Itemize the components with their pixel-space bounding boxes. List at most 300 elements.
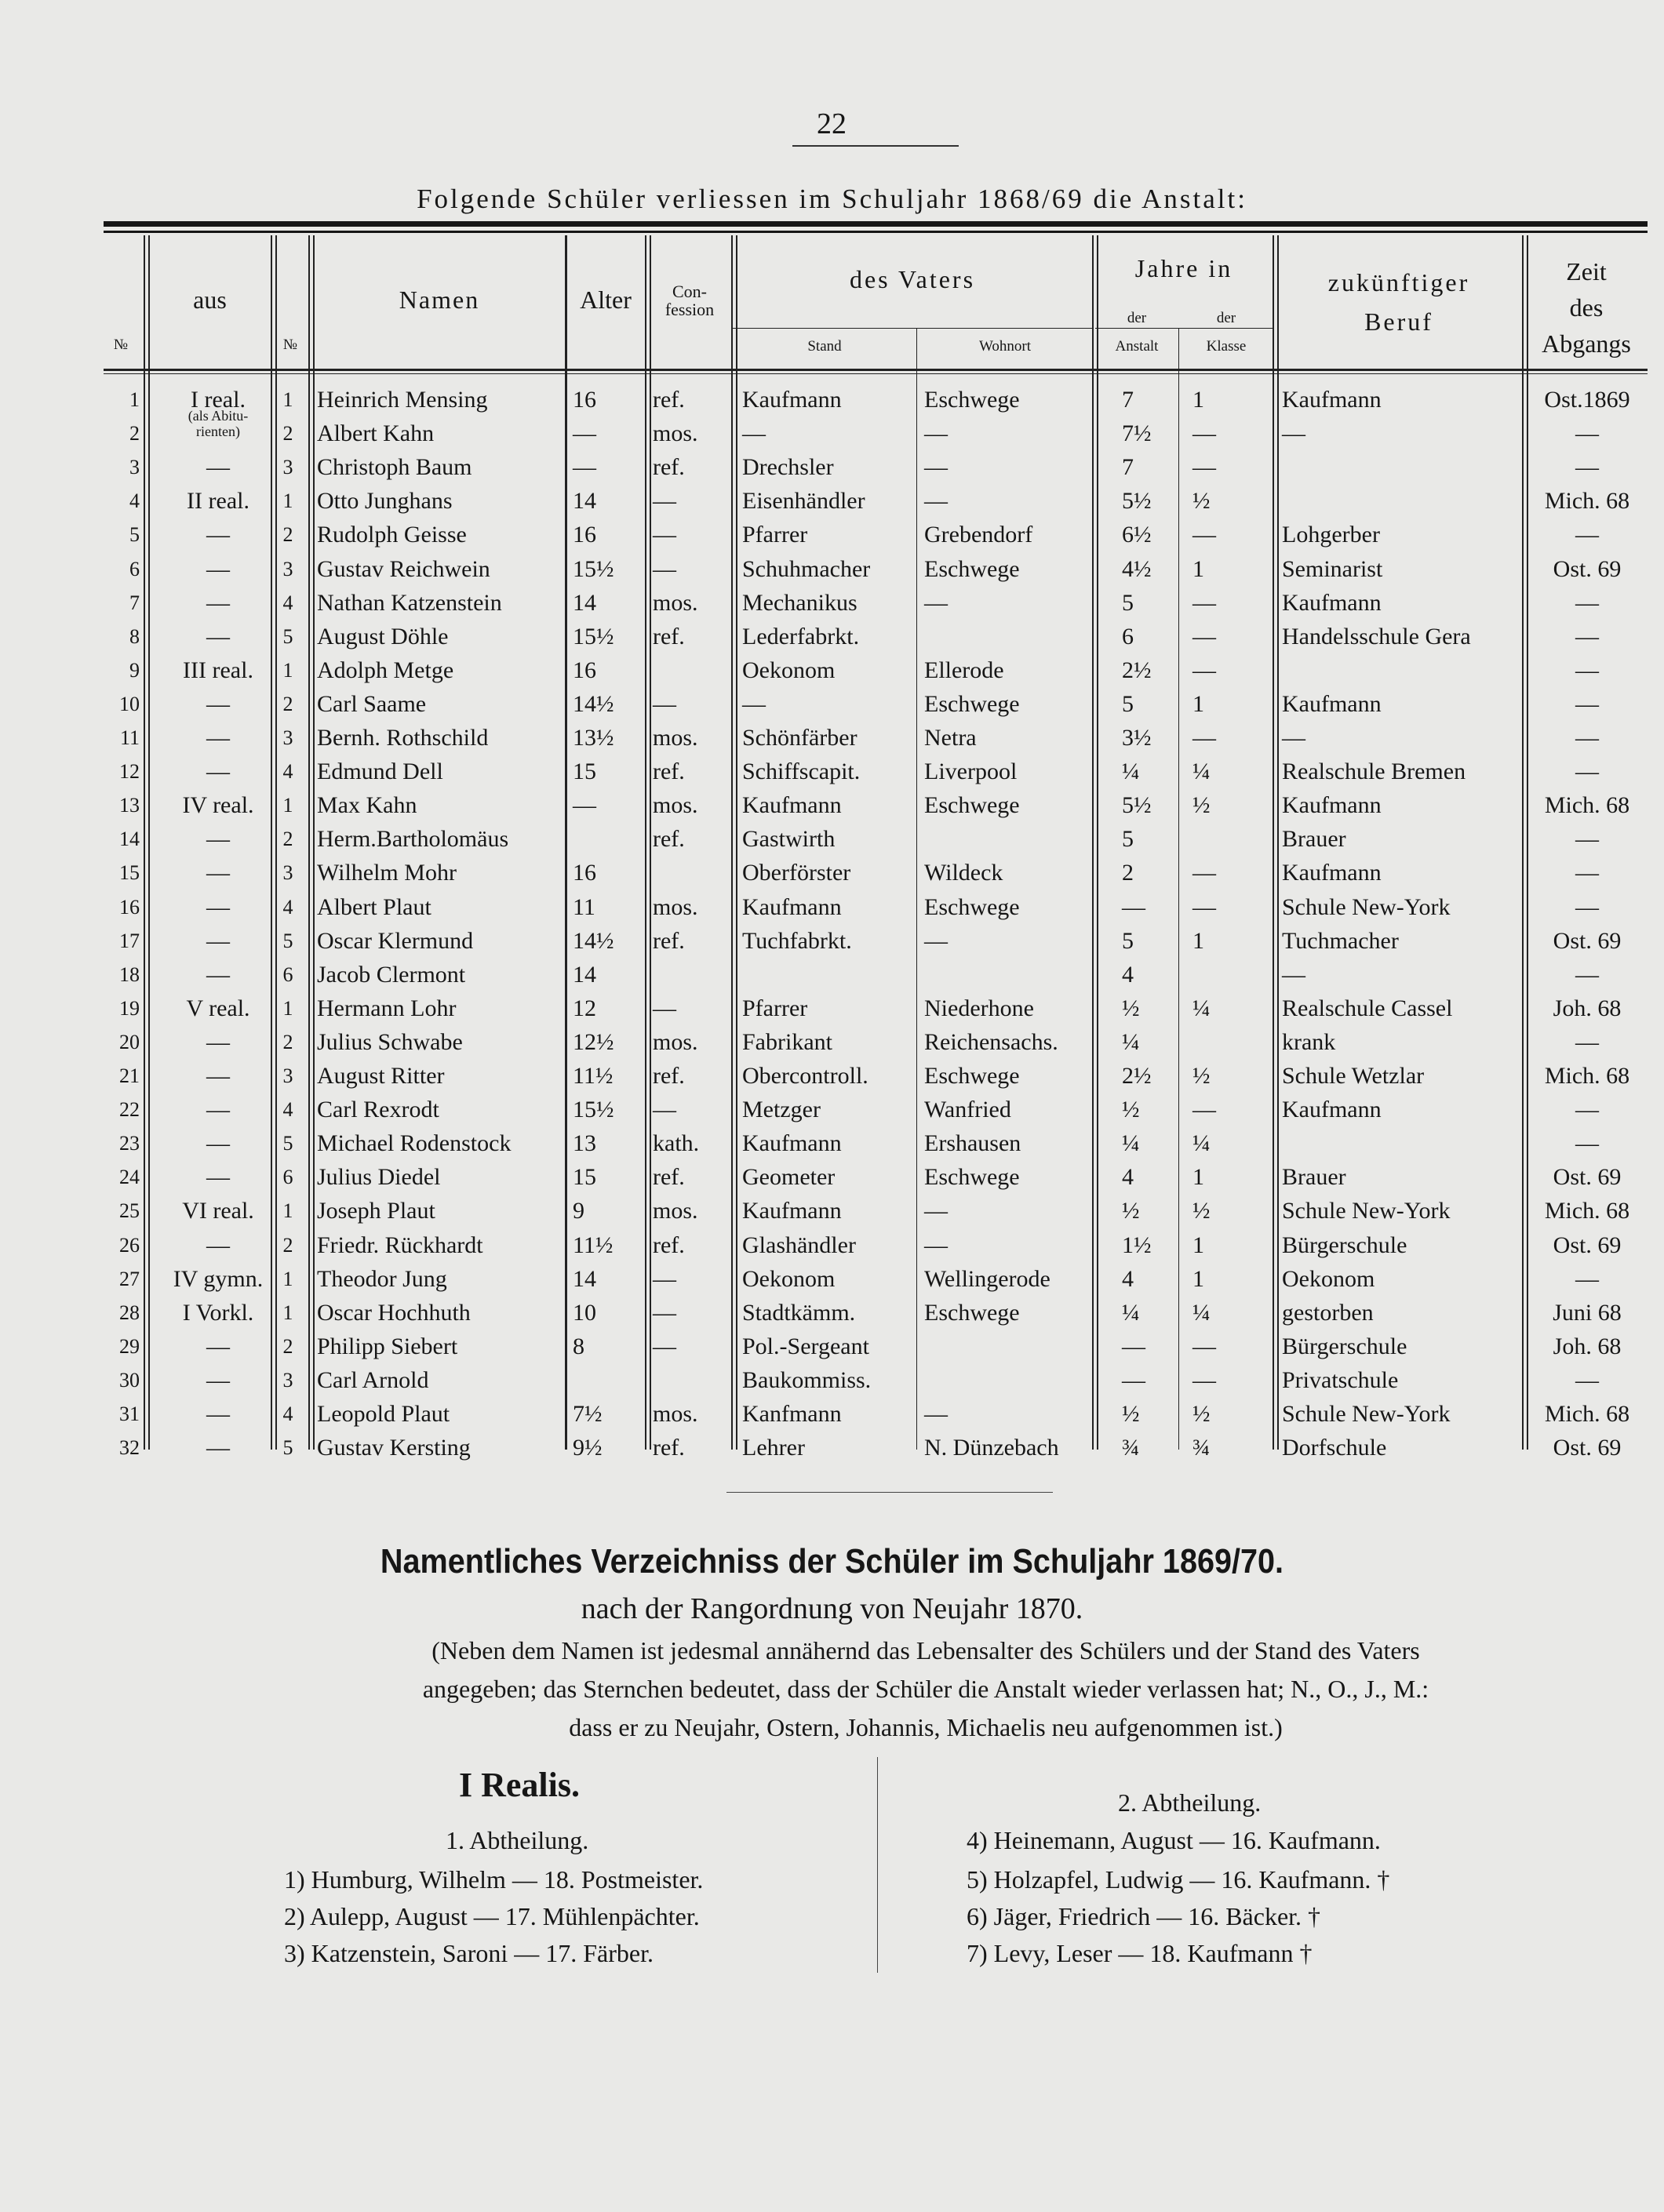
row-wohnort: —: [924, 454, 948, 481]
row-name: August Ritter: [317, 1063, 445, 1089]
row-alter: 11½: [573, 1063, 614, 1089]
row-aus: —: [206, 1130, 230, 1157]
table-row: [0, 991, 1664, 1025]
row-alter: 14: [573, 1265, 596, 1292]
row-wohnort: Eschwege: [924, 1299, 1020, 1326]
row-name: Herm.Bartholomäus: [317, 826, 509, 853]
row-beruf: Schule New-York: [1282, 1198, 1451, 1224]
row-jahre-anstalt: 4½: [1122, 555, 1152, 582]
row-class-number: 3: [282, 726, 293, 749]
row-zeit: —: [1575, 893, 1599, 920]
row-beruf: —: [1282, 420, 1305, 447]
row-beruf: Kaufmann: [1282, 1097, 1382, 1123]
row-jahre-klasse: 1: [1192, 1164, 1204, 1191]
row-name: Carl Rexrodt: [317, 1097, 439, 1123]
row-zeit: Joh. 68: [1553, 995, 1622, 1021]
row-confession: —: [653, 1097, 676, 1123]
row-name: Gustav Reichwein: [317, 555, 490, 582]
row-aus: —: [206, 1333, 230, 1359]
row-class-number: 2: [282, 1233, 293, 1257]
row-wohnort: Netra: [924, 725, 977, 751]
row-wohnort: Eschwege: [924, 1164, 1020, 1191]
row-alter: 10: [573, 1299, 596, 1326]
row-beruf: —: [1282, 725, 1305, 751]
row-name: Adolph Metge: [317, 657, 454, 683]
list-item: 6) Jäger, Friedrich — 16. Bäcker. †: [967, 1902, 1321, 1930]
row-zeit: —: [1575, 961, 1599, 988]
row-jahre-anstalt: ½: [1122, 995, 1140, 1021]
row-number: 2: [129, 422, 140, 446]
row-wohnort: Reichensachs.: [924, 1028, 1058, 1055]
table-row: [0, 755, 1664, 788]
row-jahre-klasse: —: [1192, 725, 1216, 751]
left-heading: 1. Abtheilung.: [446, 1826, 589, 1854]
row-confession: —: [653, 555, 676, 582]
row-name: Julius Schwabe: [317, 1028, 463, 1055]
row-alter: 12½: [573, 1028, 614, 1055]
table-row: [0, 721, 1664, 755]
table-row: [0, 1431, 1664, 1464]
row-class-number: 2: [282, 523, 293, 547]
row-jahre-klasse: —: [1192, 623, 1216, 649]
row-beruf: Brauer: [1282, 826, 1346, 853]
row-confession: mos.: [653, 725, 698, 751]
row-jahre-anstalt: 5: [1122, 690, 1134, 717]
row-jahre-anstalt: 4: [1122, 1164, 1134, 1191]
row-name: Michael Rodenstock: [317, 1130, 512, 1157]
row-jahre-klasse: ½: [1192, 792, 1211, 819]
row-wohnort: Liverpool: [924, 759, 1018, 785]
row-jahre-anstalt: 6½: [1122, 522, 1152, 548]
row-number: 20: [119, 1030, 140, 1053]
row-name: Carl Saame: [317, 690, 427, 717]
section-subtitle: nach der Rangordnung von Neujahr 1870.: [581, 1592, 1083, 1625]
row-jahre-anstalt: 2½: [1122, 1063, 1152, 1089]
row-beruf: Schule Wetzlar: [1282, 1063, 1425, 1089]
row-jahre-klasse: 1: [1192, 1232, 1204, 1258]
row-stand: Oekonom: [742, 657, 836, 683]
row-number: 4: [129, 489, 140, 513]
row-aus: —: [206, 589, 230, 616]
row-class-number: 5: [282, 1132, 293, 1155]
row-aus: —: [206, 826, 230, 853]
table-row: [0, 1059, 1664, 1093]
table-row: [0, 890, 1664, 924]
row-jahre-klasse: —: [1192, 860, 1216, 886]
table-row: [0, 1093, 1664, 1126]
table-row: [0, 586, 1664, 620]
row-alter: 16: [573, 657, 596, 683]
page-number: 22: [817, 107, 847, 140]
row-jahre-anstalt: 5: [1122, 927, 1134, 954]
row-aus: —: [206, 454, 230, 481]
section-title: Namentliches Verzeichniss der Schüler im Schuljahr 1869/70.: [380, 1542, 1284, 1581]
row-stand: Drechsler: [742, 454, 834, 481]
row-confession: —: [653, 1333, 676, 1359]
row-class-number: 1: [282, 996, 293, 1020]
header-des-vaters: des Vaters: [849, 265, 976, 293]
table-row: [0, 518, 1664, 551]
row-name: Carl Arnold: [317, 1366, 429, 1393]
row-wohnort: Wildeck: [924, 860, 1003, 886]
row-jahre-anstalt: 4: [1122, 961, 1134, 988]
row-jahre-anstalt: 1½: [1122, 1232, 1152, 1258]
row-name: Albert Kahn: [317, 420, 435, 447]
header-nr-symbol: №: [282, 337, 298, 353]
row-number: 5: [129, 523, 140, 547]
row-jahre-klasse: ¼: [1192, 995, 1211, 1021]
row-zeit: —: [1575, 826, 1599, 853]
row-zeit: Mich. 68: [1544, 488, 1630, 515]
row-jahre-anstalt: ¾: [1122, 1435, 1140, 1461]
row-stand: Kaufmann: [742, 387, 842, 413]
row-aus: —: [206, 860, 230, 886]
row-wohnort: Eschwege: [924, 555, 1020, 582]
row-number: 13: [119, 794, 140, 817]
header-zukuenftiger: zukünftiger: [1327, 268, 1470, 297]
row-stand: —: [742, 420, 766, 447]
row-beruf: Lohgerber: [1282, 522, 1380, 548]
row-class-number: 3: [282, 1064, 293, 1087]
row-beruf: Kaufmann: [1282, 792, 1382, 819]
table-row: [0, 620, 1664, 653]
table-row: [0, 552, 1664, 586]
row-zeit: —: [1575, 759, 1599, 785]
row-beruf: Handelsschule Gera: [1282, 623, 1471, 649]
row-class-number: 4: [282, 1098, 293, 1122]
table-row: [0, 822, 1664, 856]
row-beruf: Kaufmann: [1282, 690, 1382, 717]
row-zeit: —: [1575, 657, 1599, 683]
row-wohnort: Eschwege: [924, 1063, 1020, 1089]
row-beruf: krank: [1282, 1028, 1336, 1055]
row-jahre-anstalt: 5: [1122, 826, 1134, 853]
row-beruf: gestorben: [1282, 1299, 1374, 1326]
row-jahre-anstalt: ½: [1122, 1198, 1140, 1224]
row-name: Rudolph Geisse: [317, 522, 467, 548]
row-alter: 14: [573, 589, 596, 616]
row-alter: —: [573, 420, 596, 447]
row-stand: Pol.-Sergeant: [742, 1333, 869, 1359]
row-stand: Schönfärber: [742, 725, 857, 751]
sub-header-rule: [733, 328, 1092, 329]
row-stand: Schiffscapit.: [742, 759, 861, 785]
row-jahre-anstalt: 7: [1122, 387, 1134, 413]
row-name: Bernh. Rothschild: [317, 725, 489, 751]
row-stand: Tuchfabrkt.: [742, 927, 852, 954]
row-wohnort: Eschwege: [924, 690, 1020, 717]
header-alter: Alter: [580, 286, 632, 314]
row-alter: 16: [573, 860, 596, 886]
sub-header-rule: [1095, 328, 1273, 329]
row-jahre-klasse: ¼: [1192, 759, 1211, 785]
row-confession: kath.: [653, 1130, 700, 1157]
row-class-number: 1: [282, 388, 293, 411]
row-stand: Gastwirth: [742, 826, 836, 853]
row-beruf: Bürgerschule: [1282, 1333, 1407, 1359]
header-namen: Namen: [399, 286, 480, 314]
row-jahre-anstalt: ¼: [1122, 759, 1140, 785]
row-stand: Glashändler: [742, 1232, 856, 1258]
row-wohnort: —: [924, 420, 948, 447]
row-number: 21: [119, 1064, 140, 1087]
row-confession: ref.: [653, 1435, 685, 1461]
row-class-number: 5: [282, 1436, 293, 1460]
row-confession: —: [653, 995, 676, 1021]
row-aus: —: [206, 555, 230, 582]
header-bottom-rule-thin: [104, 373, 1648, 374]
table-row: [0, 856, 1664, 890]
row-jahre-anstalt: ½: [1122, 1401, 1140, 1427]
row-jahre-anstalt: —: [1122, 893, 1145, 920]
row-number: 17: [119, 929, 140, 952]
row-jahre-klasse: —: [1192, 522, 1216, 548]
row-class-number: 3: [282, 456, 293, 479]
row-stand: Metzger: [742, 1097, 821, 1123]
row-alter: 13½: [573, 725, 614, 751]
row-beruf: Schule New-York: [1282, 893, 1451, 920]
row-beruf: Oekonom: [1282, 1265, 1375, 1292]
row-zeit: —: [1575, 1366, 1599, 1393]
row-zeit: —: [1575, 1028, 1599, 1055]
row-class-number: 4: [282, 760, 293, 784]
row-name: Christoph Baum: [317, 454, 472, 481]
row-stand: Mechanikus: [742, 589, 857, 616]
row-name: Jacob Clermont: [317, 961, 466, 988]
row-number: 9: [129, 658, 140, 682]
row-alter: —: [573, 454, 596, 481]
row-class-number: 1: [282, 1301, 293, 1324]
row-number: 27: [119, 1267, 140, 1290]
row-zeit: —: [1575, 623, 1599, 649]
header-aus: aus: [193, 286, 227, 314]
row-alter: 12: [573, 995, 596, 1021]
row-jahre-anstalt: 6: [1122, 623, 1134, 649]
list-item: 3) Katzenstein, Saroni — 17. Färber.: [284, 1939, 654, 1967]
row-number: 14: [119, 828, 140, 851]
row-stand: Kaufmann: [742, 792, 842, 819]
row-confession: ref.: [653, 1164, 685, 1191]
header-der-anstalt: der: [1127, 310, 1147, 326]
row-number: 19: [119, 996, 140, 1020]
row-number: 18: [119, 962, 140, 986]
table-row: [0, 1363, 1664, 1397]
table-row: [0, 1160, 1664, 1194]
note-line: (Neben dem Namen ist jedesmal annähernd das Lebensalter des Schülers und der Stand des Vaters: [431, 1636, 1420, 1664]
row-confession: ref.: [653, 826, 685, 853]
row-class-number: 2: [282, 828, 293, 851]
table-row: [0, 788, 1664, 822]
row-stand: Pfarrer: [742, 995, 808, 1021]
row-alter: —: [573, 792, 596, 819]
row-wohnort: Eschwege: [924, 893, 1020, 920]
row-wohnort: —: [924, 488, 948, 515]
row-jahre-klasse: ½: [1192, 488, 1211, 515]
table-row: [0, 484, 1664, 518]
row-aus: —: [206, 927, 230, 954]
row-number: 11: [119, 726, 140, 749]
row-confession: ref.: [653, 1232, 685, 1258]
row-beruf: Schule New-York: [1282, 1401, 1451, 1427]
row-jahre-klasse: 1: [1192, 927, 1204, 954]
table-row: [0, 1262, 1664, 1296]
row-confession: mos.: [653, 1401, 698, 1427]
row-class-number: 3: [282, 1368, 293, 1392]
row-alter: 9½: [573, 1435, 603, 1461]
row-number: 28: [119, 1301, 140, 1324]
row-stand: Kaufmann: [742, 893, 842, 920]
row-confession: ref.: [653, 927, 685, 954]
class-title: I Realis.: [459, 1766, 580, 1804]
row-beruf: Realschule Cassel: [1282, 995, 1453, 1021]
row-jahre-klasse: —: [1192, 1366, 1216, 1393]
row-jahre-anstalt: 4: [1122, 1265, 1134, 1292]
row-aus: II real.: [187, 488, 249, 515]
row-aus: —: [206, 961, 230, 988]
table-row: [0, 1194, 1664, 1228]
row-wohnort: Eschwege: [924, 387, 1020, 413]
row-alter: 15½: [573, 555, 614, 582]
row-confession: ref.: [653, 454, 685, 481]
row-class-number: 6: [282, 1166, 293, 1189]
row-wohnort: Niederhone: [924, 995, 1034, 1021]
list-item: 4) Heinemann, August — 16. Kaufmann.: [967, 1826, 1381, 1854]
row-number: 12: [119, 760, 140, 784]
row-wohnort: Eschwege: [924, 792, 1020, 819]
row-class-number: 1: [282, 489, 293, 513]
row-confession: mos.: [653, 420, 698, 447]
header-des: des: [1569, 293, 1604, 322]
row-zeit: —: [1575, 690, 1599, 717]
row-aus: I Vorkl.: [182, 1299, 254, 1326]
row-stand: Kanfmann: [742, 1401, 842, 1427]
row-alter: 15: [573, 759, 596, 785]
row-wohnort: Grebendorf: [924, 522, 1033, 548]
table-row: [0, 450, 1664, 484]
row-aus: —: [206, 623, 230, 649]
row-beruf: Privatschule: [1282, 1366, 1399, 1393]
row-aus: —: [206, 690, 230, 717]
row-confession: mos.: [653, 589, 698, 616]
table-row: [0, 1397, 1664, 1431]
row-number: 6: [129, 557, 140, 580]
row-alter: 15½: [573, 1097, 614, 1123]
row-aus: —: [206, 725, 230, 751]
row-zeit: Ost. 69: [1553, 555, 1622, 582]
row-name: Gustav Kersting: [317, 1435, 471, 1461]
row-zeit: —: [1575, 454, 1599, 481]
row-alter: 15½: [573, 623, 614, 649]
row-aus: IV gymn.: [173, 1265, 264, 1292]
header-anstalt: Anstalt: [1115, 338, 1159, 355]
row-name: Hermann Lohr: [317, 995, 457, 1021]
row-stand: Lehrer: [742, 1435, 805, 1461]
row-wohnort: Wanfried: [924, 1097, 1011, 1123]
header-zeit: Zeit: [1566, 257, 1607, 286]
row-beruf: Kaufmann: [1282, 589, 1382, 616]
row-alter: 13: [573, 1130, 596, 1157]
row-alter: 11: [573, 893, 595, 920]
row-name: Edmund Dell: [317, 759, 443, 785]
row-jahre-klasse: ½: [1192, 1198, 1211, 1224]
row-stand: Oberförster: [742, 860, 851, 886]
row-zeit: —: [1575, 1130, 1599, 1157]
row-alter: 8: [573, 1333, 584, 1359]
row-jahre-anstalt: 5½: [1122, 792, 1152, 819]
row-number: 31: [119, 1403, 140, 1425]
row-confession: mos.: [653, 792, 698, 819]
row-number: 30: [119, 1368, 140, 1392]
row-name: August Döhle: [317, 623, 449, 649]
row-beruf: Dorfschule: [1282, 1435, 1387, 1461]
row-name: Friedr. Rückhardt: [317, 1232, 483, 1258]
row-confession: —: [653, 1265, 676, 1292]
row-beruf: Tuchmacher: [1282, 927, 1399, 954]
row-jahre-klasse: —: [1192, 1333, 1216, 1359]
row-name: Nathan Katzenstein: [317, 589, 502, 616]
row-aus: III real.: [183, 657, 253, 683]
list-item: 2) Aulepp, August — 17. Mühlenpächter.: [284, 1902, 700, 1930]
row-jahre-anstalt: —: [1122, 1366, 1145, 1393]
row-number: 26: [119, 1233, 140, 1257]
row-zeit: Mich. 68: [1544, 1198, 1630, 1224]
header-bottom-rule: [104, 369, 1648, 371]
row-alter: 9: [573, 1198, 584, 1224]
note-line: angegeben; das Sternchen bedeutet, dass der Schüler die Anstalt wieder verlassen hat; N., O., J., M.:: [422, 1675, 1429, 1703]
row-confession: ref.: [653, 387, 685, 413]
row-number: 25: [119, 1199, 140, 1223]
row-name: Albert Plaut: [317, 893, 431, 920]
header-klasse: Klasse: [1206, 338, 1247, 355]
row-jahre-klasse: ½: [1192, 1401, 1211, 1427]
row-name: Oscar Hochhuth: [317, 1299, 471, 1326]
row-zeit: Joh. 68: [1553, 1333, 1622, 1359]
row-aus: —: [206, 1366, 230, 1393]
row-stand: Schuhmacher: [742, 555, 871, 582]
table-row: [0, 687, 1664, 721]
row-aus: —: [206, 759, 230, 785]
row-alter: 14: [573, 488, 596, 515]
row-number: 3: [129, 456, 140, 479]
row-name: Joseph Plaut: [317, 1198, 435, 1224]
row-confession: mos.: [653, 893, 698, 920]
row-stand: Pfarrer: [742, 522, 808, 548]
row-name: Julius Diedel: [317, 1164, 441, 1191]
row-class-number: 5: [282, 929, 293, 952]
row-zeit: —: [1575, 1265, 1599, 1292]
row-wohnort: —: [924, 1401, 948, 1427]
row-beruf: Bürgerschule: [1282, 1232, 1407, 1258]
row-class-number: 1: [282, 794, 293, 817]
row-name: Leopold Plaut: [317, 1401, 450, 1427]
row-jahre-klasse: ½: [1192, 1063, 1211, 1089]
row-number: 10: [119, 692, 140, 715]
row-zeit: —: [1575, 725, 1599, 751]
row-number: 32: [119, 1436, 140, 1460]
row-confession: mos.: [653, 1028, 698, 1055]
row-jahre-anstalt: ¼: [1122, 1028, 1140, 1055]
row-jahre-klasse: 1: [1192, 1265, 1204, 1292]
row-alter: 15: [573, 1164, 596, 1191]
row-zeit: —: [1575, 1097, 1599, 1123]
row-zeit: Ost. 69: [1553, 1232, 1622, 1258]
header-der-klasse: der: [1216, 310, 1236, 326]
row-alter: 16: [573, 522, 596, 548]
row-aus: —: [206, 1028, 230, 1055]
row-name: Oscar Klermund: [317, 927, 474, 954]
row-wohnort: Ellerode: [924, 657, 1004, 683]
table-row: [0, 1228, 1664, 1262]
